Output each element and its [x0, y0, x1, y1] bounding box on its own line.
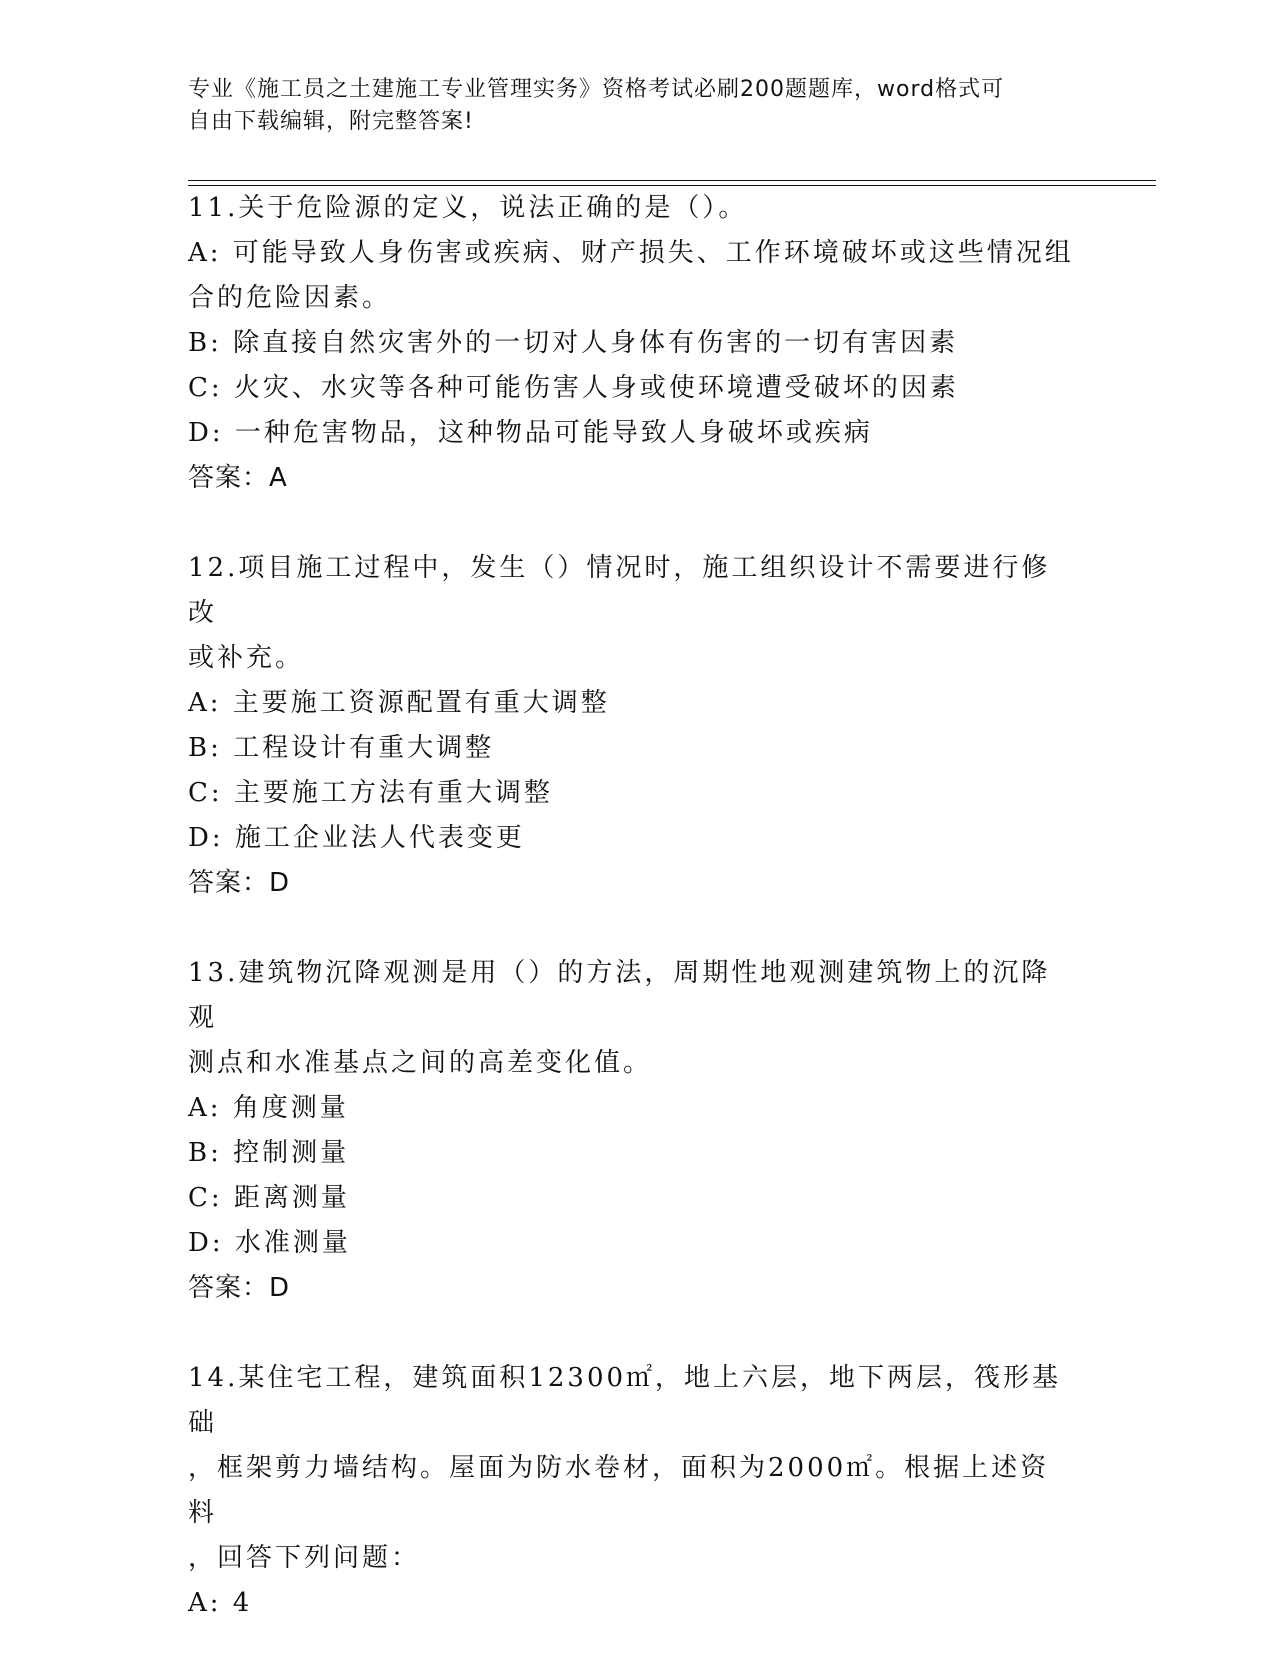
answer-option: C: 距离测量	[188, 1183, 350, 1213]
question-block	[188, 186, 1078, 501]
question-stem: 13.建筑物沉降观测是用（）的方法，周期性地观测建筑物上的沉降观	[188, 958, 1051, 1033]
question-stem: 测点和水准基点之间的高差变化值。	[188, 1048, 653, 1078]
answer-option: A: 可能导致人身伤害或疾病、财产损失、工作环境破坏或这些情况组	[188, 238, 1074, 268]
answer-option: D: 水准测量	[188, 1228, 351, 1258]
header-line-2: 自由下载编辑，附完整答案!	[188, 109, 474, 134]
answer-option: B: 控制测量	[188, 1138, 350, 1168]
answer-option: D: 施工企业法人代表变更	[188, 823, 525, 853]
answer-key: 答案：A	[188, 463, 288, 493]
answer-option: B: 除直接自然灾害外的一切对人身体有伤害的一切有害因素	[188, 328, 959, 358]
question-stem: 11.关于危险源的定义，说法正确的是（）。	[188, 193, 748, 223]
question-block	[188, 1356, 1078, 1626]
answer-option: A: 4	[188, 1588, 253, 1618]
answer-option: D: 一种危害物品，这种物品可能导致人身破坏或疾病	[188, 418, 873, 448]
question-stem: 或补充。	[188, 643, 305, 673]
question-block	[188, 546, 1078, 906]
answer-option: B: 工程设计有重大调整	[188, 733, 495, 763]
question-stem: 14.某住宅工程，建筑面积12300㎡，地上六层，地下两层，筏形基础	[188, 1363, 1062, 1438]
question-stem: 12.项目施工过程中，发生（）情况时，施工组织设计不需要进行修改	[188, 553, 1051, 628]
answer-key: 答案：D	[188, 1273, 291, 1303]
header-line-1: 专业《施工员之土建施工专业管理实务》资格考试必刷200题题库，word格式可	[188, 77, 1005, 102]
question-block	[188, 951, 1078, 1311]
question-stem: ，框架剪力墙结构。屋面为防水卷材，面积为2000㎡。根据上述资料	[188, 1453, 1050, 1528]
answer-option: A: 角度测量	[188, 1093, 349, 1123]
answer-key: 答案：D	[188, 868, 291, 898]
header-divider-top	[188, 180, 1156, 181]
document-header	[188, 74, 1088, 138]
answer-option: C: 主要施工方法有重大调整	[188, 778, 553, 808]
answer-option: A: 主要施工资源配置有重大调整	[188, 688, 610, 718]
question-list	[188, 186, 1078, 1671]
answer-option: 合的危险因素。	[188, 283, 392, 313]
answer-option: C: 火灾、水灾等各种可能伤害人身或使环境遭受破坏的因素	[188, 373, 959, 403]
question-stem: ，回答下列问题：	[188, 1543, 421, 1573]
